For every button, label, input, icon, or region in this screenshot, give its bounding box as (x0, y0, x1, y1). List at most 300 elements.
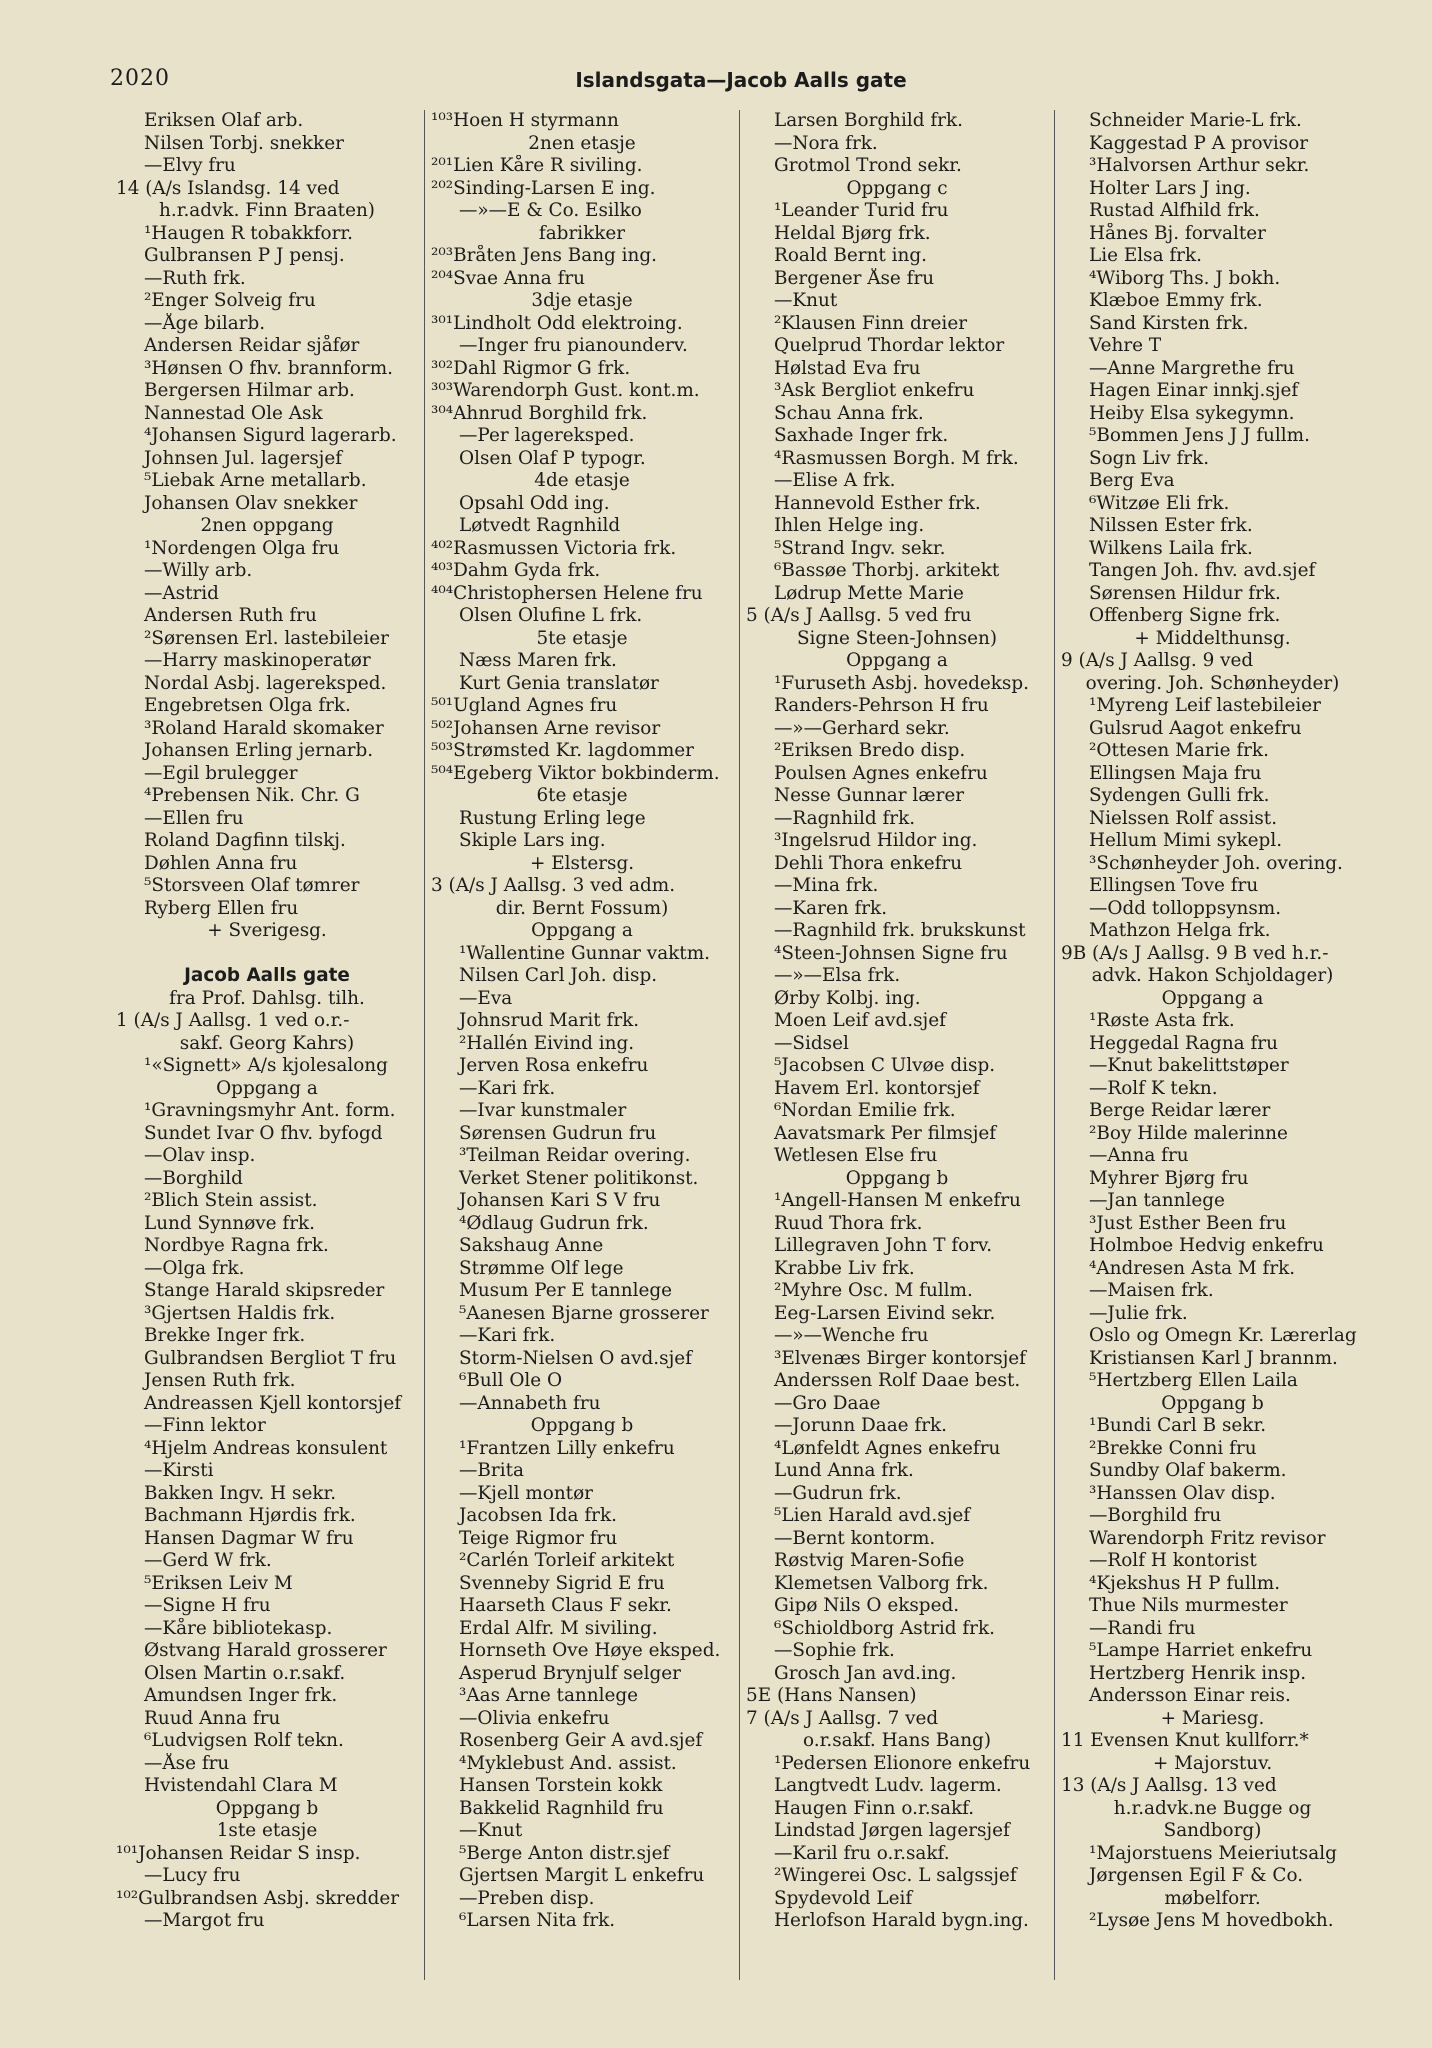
directory-line: ⁶Bassøe Thorbj. arkitekt (774, 560, 1000, 581)
directory-line: Ellingsen Maja fru (1089, 762, 1262, 784)
directory-line: Eriksen Olaf arb. (144, 110, 304, 131)
directory-line: ¹«Signett» A/s kjolesalong (144, 1055, 388, 1076)
directory-line: Holter Lars J ing. (1089, 177, 1251, 199)
directory-line: Lindstad Jørgen lagersjef (774, 1820, 1010, 1841)
directory-line: Teige Rigmor fru (459, 1527, 618, 1549)
directory-line: Næss Maren frk. (459, 650, 617, 671)
directory-line: Hagen Einar innkj.sjef (1089, 380, 1299, 401)
directory-line: Storm-Nielsen O avd.sjef (459, 1347, 692, 1369)
directory-line: ¹Furuseth Asbj. hovedeksp. (774, 672, 1029, 694)
directory-line: —Signe H fru (144, 1595, 271, 1616)
directory-line: Johnsen Jul. lagersjef (144, 447, 343, 469)
directory-line: Oppgang b (215, 1797, 319, 1819)
directory-line: Signe Steen-Johnsen) (796, 627, 998, 649)
directory-line: —Elise A frk. (774, 470, 896, 491)
directory-line: 3 (A/s J Aallsg. 3 ved adm. (431, 875, 676, 896)
directory-line: Bakken Ingv. H sekr. (144, 1482, 337, 1504)
directory-line: Hånes Bj. forvalter (1089, 222, 1266, 244)
directory-line: 2nen oppgang (200, 515, 334, 536)
directory-line: ⁴Ødlaug Gudrun frk. (459, 1212, 649, 1234)
directory-line: —Olivia enkefru (459, 1707, 610, 1729)
directory-line: —Åge bilarb. (144, 312, 266, 334)
directory-line: Røstvig Maren-Sofie (774, 1550, 965, 1571)
directory-line: —Kari frk. (459, 1325, 556, 1346)
directory-line: —Jorunn Daae frk. (774, 1415, 947, 1436)
directory-line: Saxhade Inger frk. (774, 425, 949, 446)
directory-line: Grotmol Trond sekr. (774, 155, 962, 176)
directory-line: Berg Eva (1089, 470, 1175, 491)
directory-line: —Ellen fru (144, 807, 244, 829)
directory-line: Haarseth Claus F sekr. (459, 1595, 672, 1616)
directory-line: Lødrup Mette Marie (774, 582, 964, 604)
directory-line: Oppgang a (1161, 987, 1264, 1009)
directory-line: Svenneby Sigrid E fru (459, 1572, 665, 1594)
directory-line: Schau Anna frk. (774, 402, 924, 424)
directory-line: fabrikker (538, 222, 626, 244)
directory-line: Roald Bernt ing. (774, 245, 927, 266)
directory-line: ⁵Eriksen Leiv M (144, 1572, 293, 1594)
directory-line: Krabbe Liv frk. (774, 1257, 915, 1279)
directory-line: Hølstad Eva fru (774, 357, 921, 379)
directory-line: ⁵⁰⁴Egeberg Viktor bokbinderm. (431, 762, 720, 784)
directory-line: —»—E & Co. Esilko (459, 200, 642, 221)
directory-line: ³Ingelsrud Hildor ing. (774, 830, 978, 851)
directory-line: Nannestad Ole Ask (144, 402, 323, 424)
directory-line: Lund Synnøve frk. (144, 1212, 315, 1234)
column-2 (425, 110, 740, 1980)
directory-line: ³Teilman Reidar overing. (459, 1145, 691, 1166)
directory-line: Stange Harald skipsreder (144, 1280, 385, 1301)
directory-line: Havem Erl. kontorsjef (774, 1077, 980, 1099)
directory-line: + Elstersg. (529, 852, 635, 874)
directory-line: —Egil brulegger (144, 762, 298, 784)
directory-line: ¹Bundi Carl B sekr. (1089, 1415, 1267, 1436)
directory-line: Hornseth Ove Høye eksped. (459, 1640, 721, 1661)
directory-line: Sakshaug Anne (459, 1235, 604, 1256)
directory-line: Lund Anna frk. (774, 1460, 914, 1481)
directory-line: Nilsen Carl Joh. disp. (459, 965, 658, 986)
directory-line: ¹Leander Turid fru (774, 200, 949, 221)
directory-line: ¹Majorstuens Meieriutsalg (1089, 1842, 1337, 1864)
directory-line: sakf. Georg Kahrs) (179, 1032, 355, 1054)
directory-line: Ellingsen Tove fru (1089, 875, 1259, 896)
directory-line: —Lucy fru (144, 1865, 241, 1886)
directory-line: —Preben disp. (459, 1887, 595, 1909)
directory-line: Sogn Liv frk. (1089, 447, 1210, 469)
directory-line: overing. Joh. Schønheyder) (1085, 672, 1340, 694)
directory-line: Ihlen Helge ing. (774, 515, 925, 536)
directory-line: Engebretsen Olga frk. (144, 695, 351, 716)
directory-line: ²Ottesen Marie frk. (1089, 740, 1269, 761)
directory-line: ²Eriksen Bredo disp. (774, 740, 966, 761)
directory-line: Nordbye Ragna frk. (144, 1235, 329, 1256)
directory-line: ¹Angell-Hansen M enkefru (774, 1190, 1021, 1211)
directory-line: —Ivar kunstmaler (459, 1100, 627, 1121)
directory-line: Klæboe Emmy frk. (1089, 290, 1263, 311)
directory-line: Andersen Reidar sjåfør (144, 335, 360, 356)
directory-line: Nilssen Ester frk. (1089, 515, 1253, 536)
directory-line: Hansen Dagmar W fru (144, 1527, 354, 1549)
directory-line: —Olga frk. (144, 1257, 245, 1279)
directory-line: —Kari frk. (459, 1077, 556, 1099)
directory-line: o.r.sakf. Hans Bang) (803, 1730, 991, 1751)
directory-line: Wilkens Laila frk. (1089, 537, 1253, 559)
directory-line: Andersen Ruth fru (144, 605, 317, 626)
directory-line: —Knut (774, 290, 838, 311)
directory-line: —Odd tolloppsynsm. (1089, 897, 1282, 919)
directory-line: Kurt Genia translatør (459, 672, 659, 694)
directory-line: Langtvedt Ludv. lagerm. (774, 1775, 1002, 1796)
directory-line: ⁴Wiborg Ths. J bokh. (1089, 267, 1281, 289)
directory-line: —Rolf H kontorist (1089, 1550, 1257, 1571)
directory-line: Amundsen Inger frk. (144, 1685, 338, 1706)
directory-line: ¹Røste Asta frk. (1089, 1010, 1235, 1031)
directory-line: ²Boy Hilde malerinne (1089, 1122, 1288, 1144)
directory-line: Asperud Brynjulf selger (459, 1662, 681, 1684)
directory-line: Jacob Aalls gate (184, 965, 350, 986)
directory-line: møbelforr. (1164, 1887, 1261, 1909)
directory-line: —Kirsti (144, 1460, 214, 1481)
directory-line: ⁴Prebensen Nik. Chr. G (144, 785, 360, 806)
directory-line: —Karen frk. (774, 897, 888, 919)
directory-line: Herlofson Harald bygn.ing. (774, 1910, 1029, 1931)
directory-line: ⁵Aanesen Bjarne grosserer (459, 1302, 709, 1324)
directory-line: Strømme Olf lege (459, 1257, 624, 1279)
directory-line: ⁴Andresen Asta M frk. (1089, 1257, 1296, 1279)
directory-line: ⁴Steen-Johnsen Signe fru (774, 942, 1008, 964)
directory-line: 9 (A/s J Aallsg. 9 ved (1061, 650, 1254, 671)
directory-line: Oppgang a (846, 650, 948, 671)
directory-line: ³Halvorsen Arthur sekr. (1089, 155, 1310, 176)
directory-line: ³⁰⁴Ahnrud Borghild frk. (431, 402, 648, 424)
directory-line: ⁶Nordan Emilie frk. (774, 1100, 956, 1121)
directory-line: Gulsrud Aagot enkefru (1089, 717, 1302, 739)
directory-line: —Elvy fru (144, 155, 236, 176)
directory-line: —Astrid (144, 582, 219, 604)
directory-line: 4de etasje (534, 470, 630, 491)
directory-line: ⁵Storsveen Olaf tømrer (144, 875, 360, 896)
directory-line: —Annabeth fru (459, 1392, 601, 1414)
directory-line: —Karil fru o.r.sakf. (774, 1842, 950, 1864)
directory-line: Oslo og Omegn Kr. Lærerlag (1089, 1325, 1357, 1346)
directory-line: —Jan tannlege (1089, 1190, 1225, 1211)
directory-line: Hvistendahl Clara M (144, 1775, 338, 1796)
directory-line: ⁴Lønfeldt Agnes enkefru (774, 1437, 1001, 1459)
directory-line: Bergersen Hilmar arb. (144, 380, 355, 401)
directory-line: 7 (A/s J Aallsg. 7 ved (746, 1707, 939, 1729)
directory-line: 5E (Hans Nansen) (746, 1685, 917, 1706)
directory-line: ⁴Kjekshus H P fullm. (1089, 1572, 1281, 1594)
directory-line: Tangen Joh. fhv. avd.sjef (1089, 560, 1316, 581)
directory-line: ²Carlén Torleif arkitekt (459, 1550, 675, 1571)
directory-line: Moen Leif avd.sjef (774, 1010, 946, 1031)
directory-line: Johansen Erling jernarb. (144, 740, 374, 761)
directory-line: Sand Kirsten frk. (1089, 312, 1249, 334)
directory-line: ⁵Bommen Jens J J fullm. (1089, 425, 1310, 446)
directory-line: Hertzberg Henrik insp. (1089, 1662, 1307, 1684)
directory-line: ²Lysøe Jens M hovedbokh. (1089, 1910, 1334, 1931)
directory-line: ⁶Larsen Nita frk. (459, 1910, 616, 1931)
directory-line: —Olav insp. (144, 1145, 256, 1166)
directory-line: Roland Dagfinn tilskj. (144, 830, 346, 851)
directory-line: —Sophie frk. (774, 1640, 895, 1661)
directory-line: —Knut (459, 1820, 523, 1841)
directory-line: Myhrer Bjørg fru (1089, 1167, 1249, 1189)
directory-line: Lie Elsa frk. (1089, 245, 1202, 266)
directory-line: ⁵⁰¹Ugland Agnes fru (431, 695, 618, 716)
directory-line: ³⁰¹Lindholt Odd elektroing. (431, 312, 683, 334)
directory-line: Jensen Ruth frk. (144, 1370, 296, 1391)
directory-line: Opsahl Odd ing. (459, 492, 610, 514)
directory-line: + Majorstuv. (1152, 1752, 1273, 1774)
directory-line: —Brita (459, 1460, 524, 1481)
directory-line: —Maisen frk. (1089, 1280, 1214, 1301)
directory-line: 2nen etasje (528, 132, 636, 154)
directory-line: Klemetsen Valborg frk. (774, 1572, 989, 1594)
directory-line: ⁵Hertzberg Ellen Laila (1089, 1370, 1298, 1391)
directory-line: ¹Nordengen Olga fru (144, 537, 340, 559)
directory-line: Johansen Olav snekker (144, 492, 358, 514)
directory-line: ²Hallén Eivind ing. (459, 1032, 635, 1054)
directory-line: —Ragnhild frk. (774, 807, 916, 829)
directory-line: Oppgang b (530, 1415, 634, 1436)
page-header (110, 60, 1372, 100)
directory-line: Offenberg Signe frk. (1089, 605, 1281, 626)
directory-line: Bergener Åse fru (774, 267, 935, 289)
directory-line: —Gudrun frk. (774, 1482, 902, 1504)
directory-line: Thue Nils murmester (1089, 1595, 1288, 1616)
directory-line: ³Roland Harald skomaker (144, 717, 384, 739)
directory-line: Jerven Rosa enkefru (459, 1055, 649, 1076)
directory-line: —Eva (459, 987, 513, 1009)
directory-line: ⁴Hjelm Andreas konsulent (144, 1437, 388, 1459)
directory-line: ⁴Rasmussen Borgh. M frk. (774, 447, 1019, 469)
directory-line: ³Elvenæs Birger kontorsjef (774, 1347, 1026, 1369)
directory-line: Oppgang b (1161, 1392, 1264, 1414)
directory-line: ⁶Schioldborg Astrid frk. (774, 1617, 995, 1639)
directory-line: Dehli Thora enkefru (774, 852, 963, 874)
directory-line: ¹Gravningsmyhr Ant. form. (144, 1100, 396, 1121)
directory-line: —Gro Daae (774, 1392, 881, 1414)
directory-line: 1 (A/s J Aallsg. 1 ved o.r.- (116, 1010, 350, 1031)
directory-line: Bakkelid Ragnhild fru (459, 1797, 664, 1819)
directory-line: —Willy arb. (144, 560, 253, 581)
directory-line: —Inger fru pianounderv. (459, 335, 688, 356)
directory-line (116, 943, 418, 966)
directory-line: —Nora frk. (774, 132, 878, 154)
directory-line: Ruud Anna fru (144, 1707, 281, 1729)
directory-line: ⁶Witzøe Eli frk. (1089, 492, 1230, 514)
directory-line: —Borghild fru (1089, 1505, 1222, 1526)
running-title: Islandsgata—Jacob Aalls gate (575, 68, 907, 92)
directory-line: —Gerd W frk. (144, 1550, 272, 1571)
directory-line: Haugen Finn o.r.sakf. (774, 1797, 975, 1819)
directory-line: —Anne Margrethe fru (1089, 357, 1295, 379)
column-3 (740, 110, 1055, 1980)
directory-line: ³Aas Arne tannlege (459, 1685, 639, 1706)
directory-line: —Julie frk. (1089, 1302, 1188, 1324)
directory-line: Aavatsmark Per filmsjef (774, 1122, 997, 1144)
directory-line: ²⁰¹Lien Kåre R siviling. (431, 155, 643, 176)
directory-line: Løtvedt Ragnhild (459, 515, 621, 536)
directory-line: Johnsrud Marit frk. (459, 1010, 640, 1031)
directory-line: Ryberg Ellen fru (144, 897, 299, 919)
directory-line: Ørby Kolbj. ing. (774, 987, 921, 1009)
directory-line: Jørgensen Egil F & Co. (1089, 1865, 1304, 1886)
directory-line: —Knut bakelittstøper (1089, 1055, 1289, 1076)
directory-line: ³Gjertsen Haldis frk. (144, 1302, 336, 1324)
directory-line: Rosenberg Geir A avd.sjef (459, 1730, 703, 1751)
directory-line: Poulsen Agnes enkefru (774, 762, 988, 784)
directory-line: Rustad Alfhild frk. (1089, 200, 1260, 221)
directory-line: Jacobsen Ida frk. (459, 1505, 617, 1526)
directory-line: —Randi fru (1089, 1617, 1196, 1639)
directory-line: Wetlesen Else fru (774, 1145, 938, 1166)
directory-line: ¹⁰¹Johansen Reidar S insp. (116, 1842, 361, 1864)
directory-line: ³⁰³Warendorph Gust. kont.m. (431, 380, 700, 401)
directory-line: ⁴Myklebust And. assist. (459, 1752, 677, 1774)
directory-line: Sundet Ivar O fhv. byfogd (144, 1122, 383, 1144)
directory-line: —Kjell montør (459, 1482, 593, 1504)
directory-line: ⁵Liebak Arne metallarb. (144, 470, 367, 491)
directory-line: —Sidsel (774, 1032, 849, 1054)
directory-line: ¹Haugen R tobakkforr. (144, 222, 354, 244)
directory-line: ¹⁰³Hoen H styrmann (431, 110, 619, 131)
directory-line: —Rolf K tekn. (1089, 1077, 1218, 1099)
directory-line: Andersson Einar reis. (1089, 1685, 1291, 1706)
directory-line: Gulbransen P J pensj. (144, 245, 345, 266)
directory-line: fra Prof. Dahlsg. tilh. (169, 987, 365, 1009)
directory-line: Hellum Mimi sykepl. (1089, 830, 1283, 851)
directory-line: Heldal Bjørg frk. (774, 222, 931, 244)
directory-line: —Ragnhild frk. brukskunst (774, 920, 1026, 941)
directory-line: Randers-Pehrson H fru (774, 695, 989, 716)
directory-line: ²Myhre Osc. M fullm. (774, 1280, 973, 1301)
directory-line: Holmboe Hedvig enkefru (1089, 1235, 1324, 1256)
directory-line: Schneider Marie-L frk. (1089, 110, 1302, 131)
directory-line: Gipø Nils O eksped. (774, 1595, 960, 1616)
directory-line: Olsen Olufine L frk. (459, 605, 643, 626)
directory-line: Heiby Elsa sykegymn. (1089, 402, 1295, 424)
directory-line: Hansen Torstein kokk (459, 1775, 663, 1796)
directory-line: Bachmann Hjørdis frk. (144, 1505, 356, 1526)
directory-line: ⁵⁰³Strømsted Kr. lagdommer (431, 740, 694, 761)
directory-line: Skiple Lars ing. (459, 830, 606, 851)
directory-line: ⁵Lampe Harriet enkefru (1089, 1640, 1313, 1661)
directory-line: —Margot fru (144, 1910, 265, 1931)
directory-line: Ruud Thora frk. (774, 1212, 923, 1234)
directory-line: h.r.advk. Finn Braaten) (159, 200, 375, 221)
directory-line: ²Klausen Finn dreier (774, 312, 967, 334)
directory-line: ²⁰³Bråten Jens Bang ing. (431, 245, 658, 266)
directory-line: —»—Wenche fru (774, 1325, 929, 1346)
directory-line: Vehre T (1089, 335, 1162, 356)
directory-line: ⁵Lien Harald avd.sjef (774, 1505, 971, 1526)
directory-line: ²⁰⁴Svae Anna fru (431, 267, 586, 289)
directory-line: Sandborg) (1163, 1820, 1262, 1841)
directory-line: ³⁰²Dahl Rigmor G frk. (431, 357, 631, 379)
directory-line: Nesse Gunnar lærer (774, 785, 965, 806)
directory-line: ⁴Johansen Sigurd lagerarb. (144, 425, 397, 446)
directory-line: ³Schønheyder Joh. overing. (1089, 852, 1343, 874)
directory-line: Oppgang a (531, 920, 633, 941)
directory-line: ³Hønsen O fhv. brannform. (144, 357, 393, 379)
directory-line: Gjertsen Margit L enkefru (459, 1865, 705, 1886)
directory-line: —Per lagereksped. (459, 425, 635, 446)
page-number: 2020 (110, 66, 170, 91)
directory-line: —Mina frk. (774, 875, 879, 896)
directory-line: Oppgang b (845, 1167, 949, 1189)
directory-line: ¹Frantzen Lilly enkefru (459, 1437, 675, 1459)
directory-line: 6te etasje (536, 785, 628, 806)
directory-line: ²Sørensen Erl. lastebileier (144, 627, 389, 649)
directory-line: ¹⁰²Gulbrandsen Asbj. skredder (116, 1887, 400, 1909)
directory-line: Andreassen Kjell kontorsjef (144, 1392, 402, 1414)
directory-line: Kristiansen Karl J brannm. (1089, 1347, 1338, 1369)
directory-line: ⁶Bull Ole O (459, 1370, 563, 1391)
directory-line: ³Hanssen Olav disp. (1089, 1482, 1276, 1504)
directory-line: 5te etasje (536, 627, 628, 649)
directory-line: Oppgang c (846, 177, 948, 199)
directory-line: h.r.advk.ne Bugge og (1113, 1797, 1312, 1819)
directory-line: + Middelthunsg. (1134, 627, 1291, 649)
directory-line: Sydengen Gulli frk. (1089, 785, 1270, 806)
directory-line: —Anna fru (1089, 1145, 1189, 1166)
directory-line: Hannevold Esther frk. (774, 492, 981, 514)
directory-line: dir. Bernt Fossum) (495, 897, 669, 919)
directory-line: Kaggestad P A provisor (1089, 132, 1309, 154)
directory-line: Spydevold Leif (774, 1887, 913, 1909)
directory-line: 5 (A/s J Aallsg. 5 ved fru (746, 605, 972, 626)
directory-line: Sørensen Gudrun fru (459, 1122, 657, 1144)
directory-line: + Mariesg. (1160, 1707, 1265, 1729)
directory-line: advk. Hakon Schjoldager) (1091, 965, 1334, 986)
directory-line: ¹Pedersen Elionore enkefru (774, 1752, 1031, 1774)
directory-line: ²Wingerei Osc. L salgssjef (774, 1865, 1017, 1886)
directory-line: 14 (A/s Islandsg. 14 ved (116, 177, 340, 199)
directory-line: Anderssen Rolf Daae best. (774, 1370, 1021, 1391)
directory-columns (110, 110, 1370, 1980)
directory-line: Erdal Alfr. M siviling. (459, 1617, 658, 1639)
directory-line: ²Blich Stein assist. (144, 1190, 318, 1211)
directory-line: ²⁰²Sinding-Larsen E ing. (431, 177, 656, 199)
directory-line: Larsen Borghild frk. (774, 110, 963, 131)
directory-line: Nordal Asbj. lagereksped. (144, 672, 387, 694)
directory-line: + Sverigesg. (207, 920, 327, 941)
directory-line: Olsen Olaf P typogr. (459, 447, 646, 469)
directory-line: ²Brekke Conni fru (1089, 1437, 1257, 1459)
directory-line: ³Ask Bergliot enkefru (774, 380, 975, 401)
directory-line: Gulbrandsen Bergliot T fru (144, 1347, 397, 1369)
directory-line: —»—Gerhard sekr. (774, 717, 950, 739)
directory-line: —Harry maskinoperatør (144, 650, 371, 671)
directory-line: Døhlen Anna fru (144, 852, 298, 874)
directory-line: 1ste etasje (216, 1820, 318, 1841)
directory-line: Verket Stener politikonst. (459, 1167, 699, 1189)
directory-line: Rustung Erling lege (459, 807, 646, 829)
directory-line: Sundby Olaf bakerm. (1089, 1460, 1287, 1481)
directory-line: Lillegraven John T forv. (774, 1235, 993, 1256)
directory-line: Berge Reidar lærer (1089, 1100, 1271, 1121)
directory-line: Østvang Harald grosserer (144, 1640, 387, 1661)
directory-line: 13 (A/s J Aallsg. 13 ved (1061, 1775, 1277, 1796)
column-4 (1055, 110, 1370, 1980)
directory-line: Brekke Inger frk. (144, 1325, 306, 1346)
directory-line: 3dje etasje (531, 290, 633, 311)
directory-line: Grosch Jan avd.ing. (774, 1662, 957, 1684)
directory-line: ⁴⁰³Dahm Gyda frk. (431, 560, 601, 581)
directory-line: Quelprud Thordar lektor (774, 335, 1005, 356)
